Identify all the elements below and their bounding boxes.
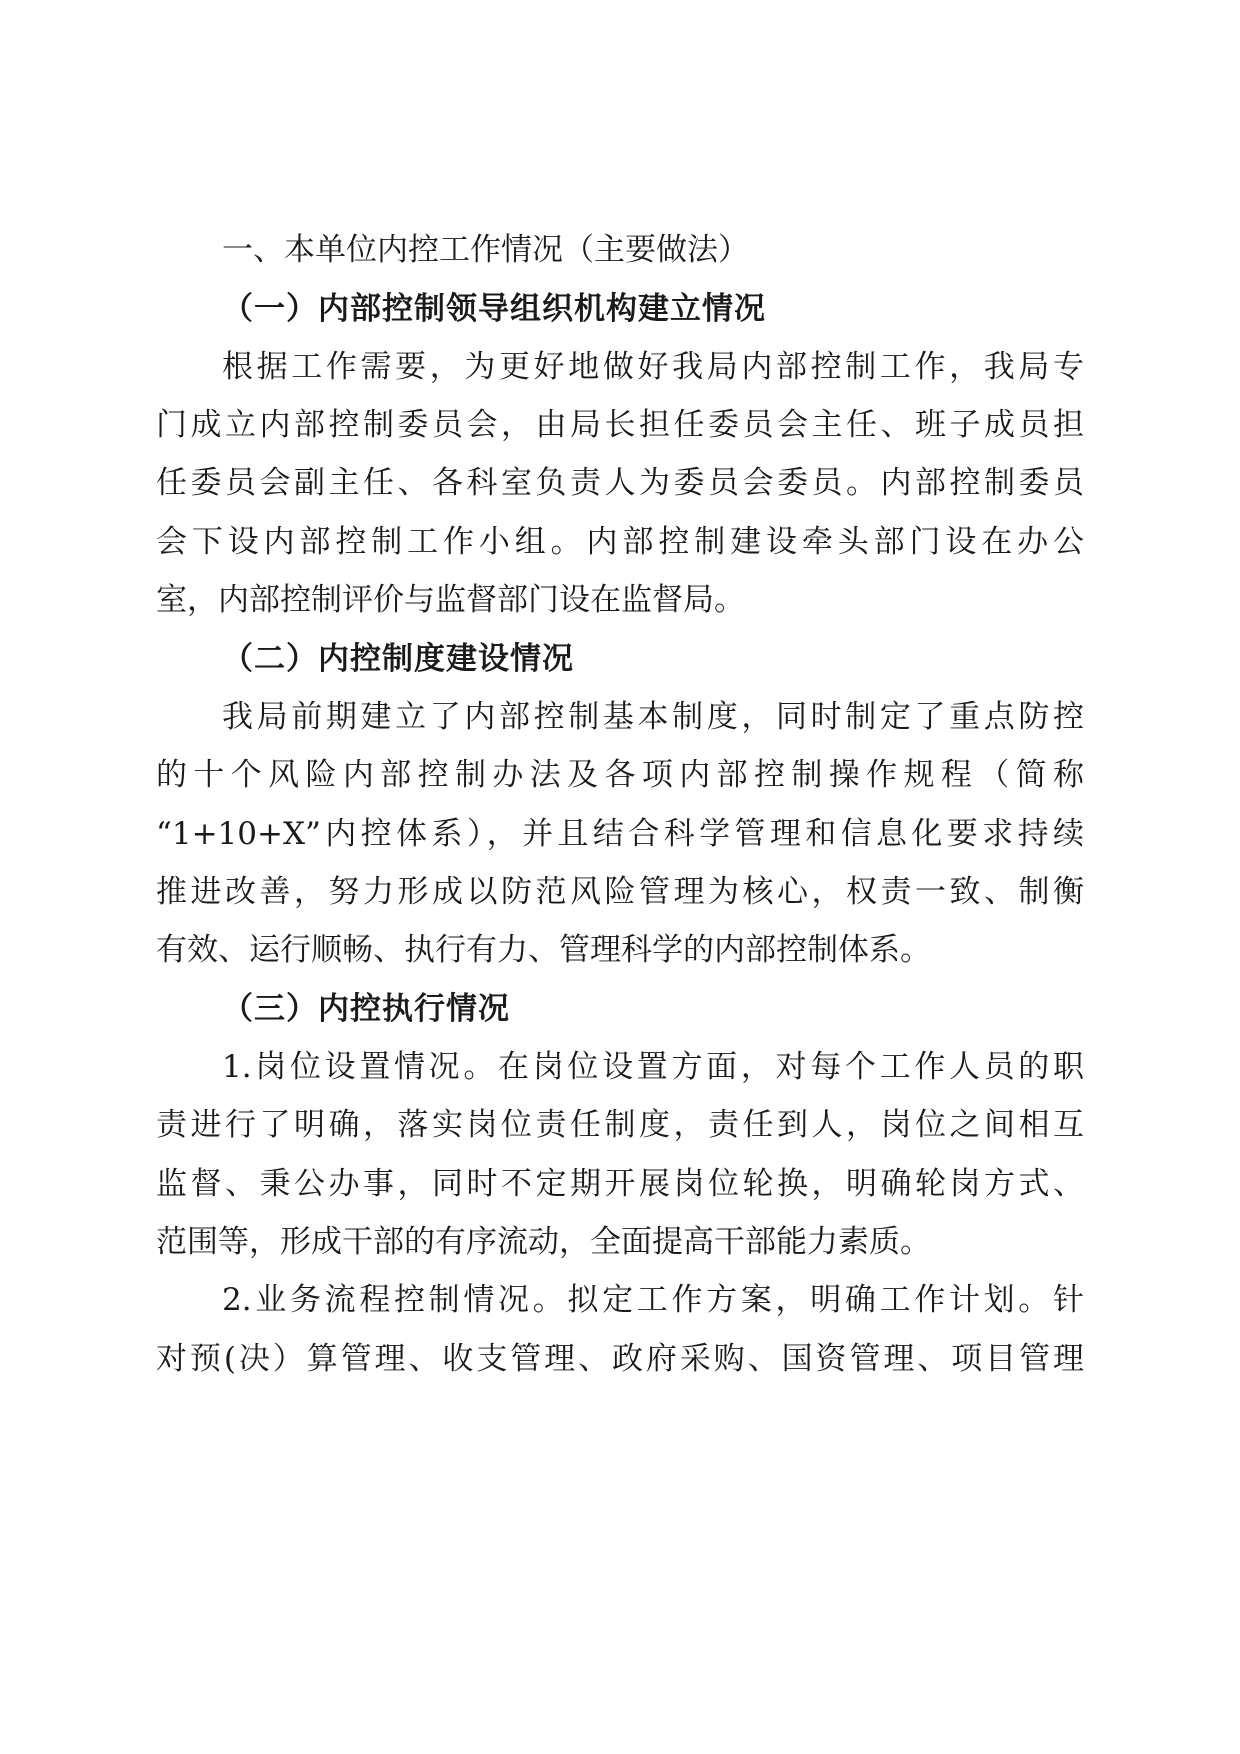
paragraph-line: 会下设内部控制工作小组。内部控制建设牵头部门设在办公 (156, 524, 1084, 560)
paragraph-line: 有效、运行顺畅、执行有力、管理科学的内部控制体系。 (156, 932, 931, 968)
paragraph-line: 室，内部控制评价与监督部门设在监督局。 (156, 582, 745, 618)
paragraph-line: 范围等，形成干部的有序流动，全面提高干部能力素质。 (156, 1224, 931, 1260)
section-title: 一、本单位内控工作情况（主要做法） (222, 232, 749, 268)
paragraph-line: 责进行了明确，落实岗位责任制度，责任到人，岗位之间相互 (156, 1107, 1084, 1143)
subsection-title-1: （一）内部控制领导组织机构建立情况 (222, 291, 766, 327)
paragraph-line: 门成立内部控制委员会，由局长担任委员会主任、班子成员担 (156, 407, 1084, 443)
paragraph-line: 对预(决）算管理、收支管理、政府采购、国资管理、项目管理 (156, 1341, 1084, 1377)
paragraph-line: 推进改善，努力形成以防范风险管理为核心，权责一致、制衡 (156, 874, 1084, 910)
paragraph-line: 任委员会副主任、各科室负责人为委员会委员。内部控制委员 (156, 465, 1084, 501)
subsection-title-3: （三）内控执行情况 (222, 991, 510, 1027)
paragraph-line: “1+10+X”内控体系），并且结合科学管理和信息化要求持续 (156, 816, 1084, 852)
subsection-title-2: （二）内控制度建设情况 (222, 641, 574, 677)
paragraph-line: 我局前期建立了内部控制基本制度，同时制定了重点防控 (222, 699, 1084, 735)
paragraph-line: 的十个风险内部控制办法及各项内部控制操作规程（简称 (156, 757, 1084, 793)
paragraph-line: 1.岗位设置情况。在岗位设置方面，对每个工作人员的职 (222, 1049, 1084, 1085)
paragraph-line: 监督、秉公办事，同时不定期开展岗位轮换，明确轮岗方式、 (156, 1166, 1084, 1202)
paragraph-line: 根据工作需要，为更好地做好我局内部控制工作，我局专 (222, 349, 1084, 385)
paragraph-line: 2.业务流程控制情况。拟定工作方案，明确工作计划。针 (222, 1282, 1084, 1318)
